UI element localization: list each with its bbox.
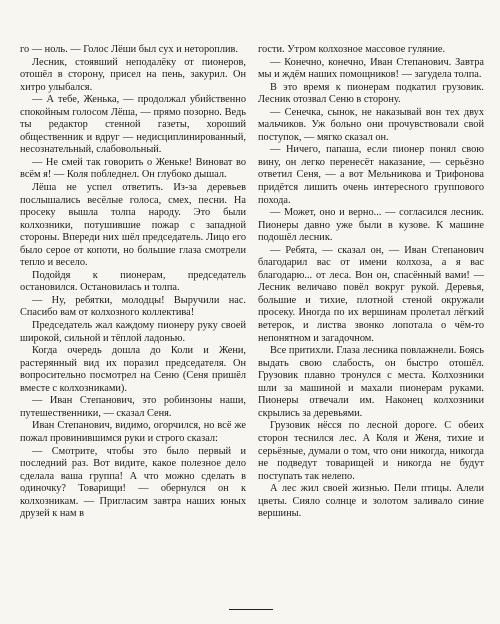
paragraph: — Ничего, папаша, если пионер понял свою вину, он легко перенесёт наказание, — серьёзно ответил Сеня, — а вот Мельникова и Трифонова придётся лишить очень интересного группового похода.	[258, 144, 484, 206]
right-text-column	[258, 44, 484, 521]
paragraph: А лес жил своей жизнью. Пели птицы. Алели цветы. Сияло солнце и золотом заливало синие вершины.	[258, 483, 484, 520]
left-text-column	[20, 44, 246, 521]
paragraph: — Конечно, конечно, Иван Степанович. Завтра мы и ждём наших помощников! — загудела толпа.	[258, 56, 484, 81]
paragraph: Грузовик нёсся по лесной дороге. С обеих сторон теснился лес. А Коля и Женя, тихие и серьёзные, думали о том, что они никогда, никогда не подведут товарищей и никогда не будут поступать так нелепо.	[258, 420, 484, 482]
paragraph: Когда очередь дошла до Коли и Жени, растерянный вид их поразил председателя. Он вопросительно посмотрел на Сеню (Сеня пришёл вместе с колхозниками).	[20, 345, 246, 394]
paragraph: Иван Степанович, видимо, огорчился, но всё же пожал провинившимся руки и строго сказал:	[20, 420, 246, 444]
paragraph: В это время к пионерам подкатил грузовик. Лесник отозвал Сеню в сторону.	[258, 81, 484, 106]
paragraph: Председатель жал каждому пионеру руку своей широкой, сильной и тёплой ладонью.	[20, 320, 246, 344]
paragraph: — А тебе, Женька, — продолжал убийственно спокойным голосом Лёша, — прямо позорно. Ведь ты редактор стенной газеты, хороший общественник и вдруг — недисциплинированный, несознательный, слабовольный.	[20, 94, 246, 156]
paragraph: — Смотрите, чтобы это было первый и последний раз. Вот видите, какое полезное дело сделала ваша группа! А что можно сделать в одиночку? Товарищи! — обернулся он к колхозникам. — Пригласим завтра наших юных друзей к нам в	[20, 445, 246, 520]
paragraph: — Ребята, — сказал он, — Иван Степанович благодарил вас от имени колхоза, а я вас благодарю... от леса. Вон он, спасённый вами! — Лесник величаво повёл вокруг рукой. Деревья, большие и тихие, плотной стеной окружали просеку. Иногда по их вершинам пролетал лёгкий ветерок, и листва звонко лопотала о чём-то непонятном и загадочном.	[258, 244, 484, 344]
paragraph: Все притихли. Глаза лесника повлажнели. Боясь выдать свою слабость, он быстро отошёл. Грузовик плавно тронулся с места. Колхозники шли за машиной и махали пионерам руками. Пионеры отвечали им. Наконец колхозники скрылись за деревьями.	[258, 345, 484, 419]
paragraph: — Не смей так говорить о Женьке! Виноват во всём я! — Коля побледнел. Он глубоко дышал.	[20, 156, 246, 181]
paragraph: — Ну, ребятки, молодцы! Выручили нас. Спасибо вам от колхозного коллектива!	[20, 294, 246, 319]
paragraph: — Сенечка, сынок, не наказывай вон тех двух мальчиков. Уж больно они прочувствовали свой поступок, — мягко сказал он.	[258, 106, 484, 143]
end-rule	[229, 609, 273, 610]
paragraph: — Иван Степанович, это робинзоны наши, путешественники, — сказал Сеня.	[20, 395, 246, 419]
paragraph: Лесник, стоявший неподалёку от пионеров, отошёл в сторону, присел на пень, закурил. Он хитро улыбался.	[20, 56, 246, 93]
paragraph: — Может, оно и верно... — согласился лесник. Пионеры давно уже были в кузове. К машине подошёл лесник.	[258, 207, 484, 244]
paragraph: го — ноль. — Голос Лёши был сух и нетороплив.	[20, 44, 238, 55]
paragraph: Подойдя к пионерам, председатель остановился. Остановилась и толпа.	[20, 269, 246, 294]
paragraph: Лёша не успел ответить. Из-за деревьев послышались весёлые голоса, смех, песни. На просеку вышла толпа народу. Это были колхозники, потушившие пожар с западной стороны. Впереди них шёл председатель. Лицо его было серое от копоти, но большие глаза смотрели тепло и весело.	[20, 182, 246, 269]
paragraph: гости. Утром колхозное массовое гуляние.	[258, 44, 446, 55]
